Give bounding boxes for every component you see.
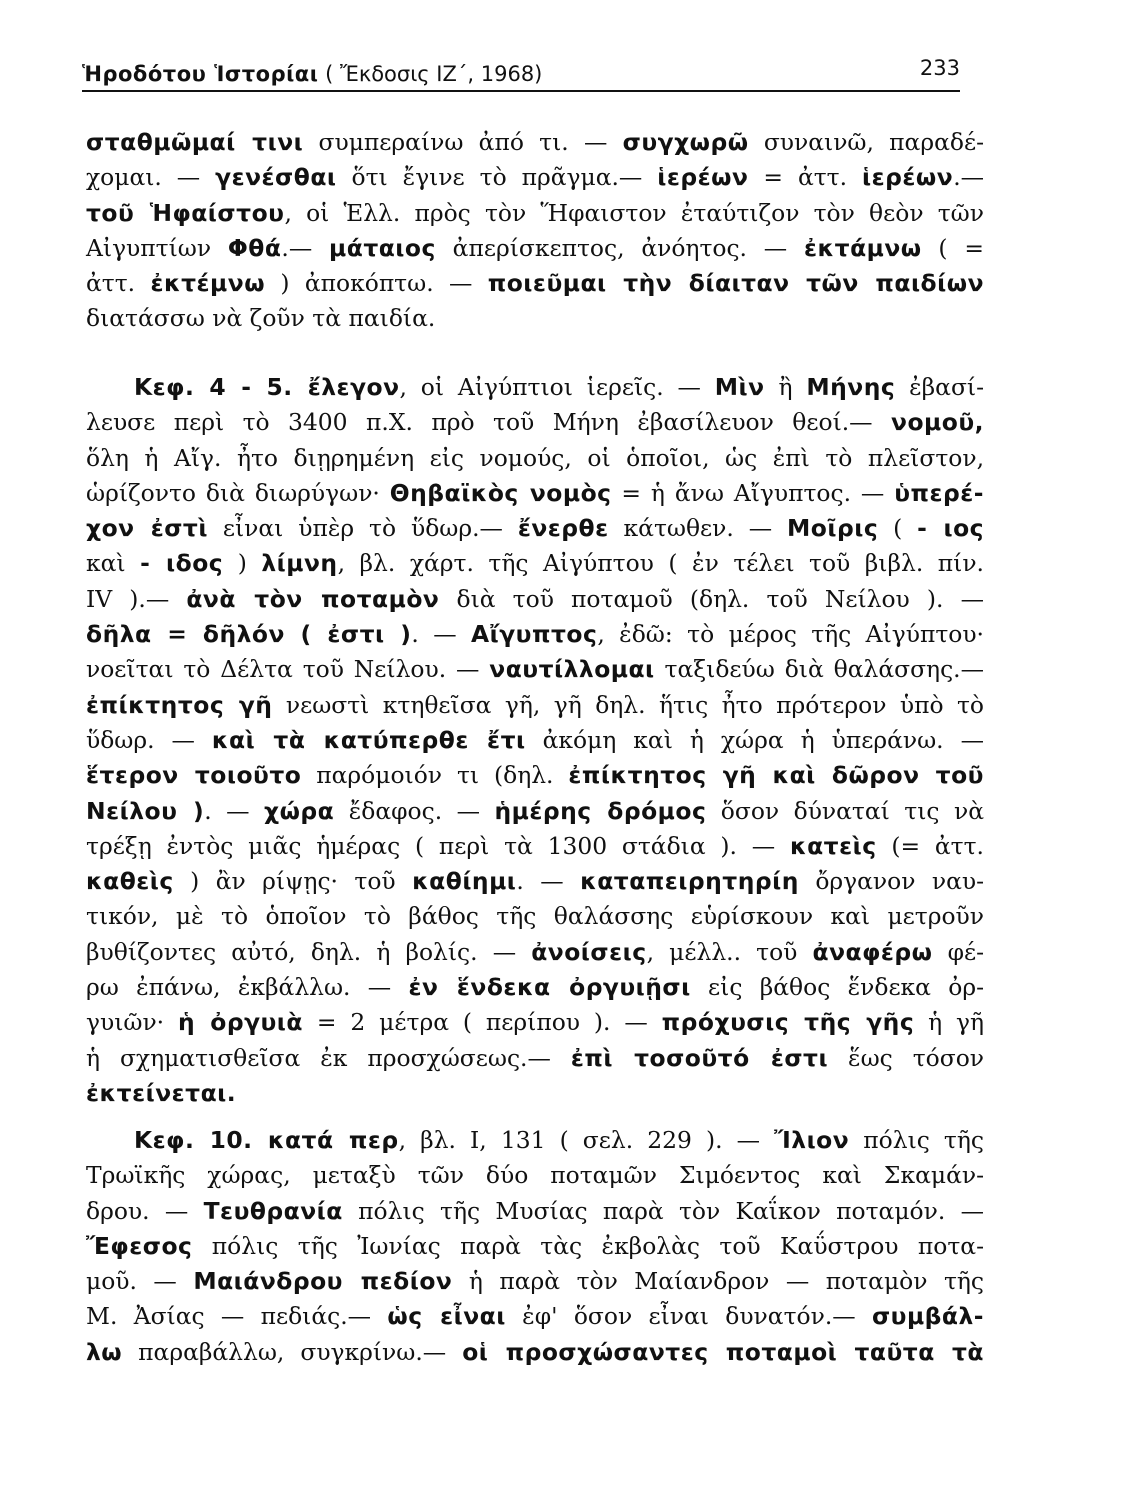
gloss-text: ἀττ. [86,269,151,298]
text-line [86,758,984,793]
text-line [86,370,984,405]
page-number: 233 [919,56,960,80]
gloss-text: ὕδωρ. — [86,725,212,754]
headword: ἡμέρης δρόμος [494,796,707,825]
text-line [86,266,984,301]
headword: ἀνοίσεις [531,937,647,966]
headword: κατεὶς [789,831,877,860]
gloss-text: γυιῶν· [86,1008,178,1037]
paragraph-1 [86,125,984,337]
text-line [86,160,984,195]
text-line [86,723,984,758]
headword: Ἔφεσος [86,1231,193,1260]
text-line [86,829,984,864]
headword: ἐκτάμνω [804,233,922,262]
headword: ὡς εἶναι [387,1302,506,1331]
gloss-text: εἶναι ὑπὲρ τὸ ὕδωρ.— [207,514,518,543]
gloss-text: , βλ. I, 131 ( σελ. 229 ). — [398,1126,775,1154]
headword: ἕτερον τοιοῦτο [86,761,302,790]
gloss-text: κάτωθεν. — [608,514,788,543]
text-line [86,617,984,652]
headword: καθίημι [412,867,517,896]
gloss-text: ( = [921,233,984,262]
gloss-text: δρου. — [86,1196,204,1225]
gloss-text: ) ἂν ρίψῃς· τοῦ [173,867,413,896]
headword: Μήνης [806,373,896,401]
gloss-text: = ἀττ. [748,163,863,192]
gloss-text: πόλις τῆς Ἰωνίας παρὰ τὰς ἐκβολὰς τοῦ Καΰστρου ποτα- [192,1231,984,1260]
gloss-text: παρόμοιόν τι (δηλ. [301,761,569,790]
text-line [86,1123,984,1158]
headword: δῆλα = δῆλόν ( ἐστι ) [86,620,412,649]
text-line [86,1264,984,1299]
headword: Μὶν [714,373,765,401]
headword: Μαιάνδρου πεδίον [193,1267,453,1296]
headword: οἱ προσχώσαντες ποταμοὶ ταῦτα τὰ [462,1337,984,1366]
gloss-text: τρέξῃ ἐντὸς μιᾶς ἡμέρας ( περὶ τὰ 1300 στάδια ). — [86,831,790,860]
gloss-text: ἡ παρὰ τὸν Μαίανδρον — ποταμὸν τῆς [452,1267,984,1296]
gloss-text: ρω ἐπάνω, ἐκβάλλω. — [86,973,409,1002]
gloss-text: ἕως τόσον [828,1043,985,1072]
headword: ναυτίλλομαι [489,655,655,684]
headword: ἔνερθε [517,514,609,543]
headword: ἐπίκτητος γῆ [86,690,273,719]
gloss-text: ἀπερίσκεπτος, ἀνόητος. — [435,233,805,262]
headword: ἡ ὀργυιὰ [178,1008,303,1037]
gloss-text: ἐφ' ὅσον εἶναι δυνατόν.— [505,1302,872,1331]
gloss-text: . — [516,867,581,896]
headword: ἐν ἕνδεκα ὀργυιῇσι [408,973,691,1002]
headword: Κεφ. 10. κατά περ [134,1126,399,1154]
gloss-text: νοεῖται τὸ Δέλτα τοῦ Νείλου. — [86,655,490,684]
headword: Κεφ. 4 - 5. ἔλεγον [134,373,400,401]
paragraph-2 [86,370,984,1111]
headword: ἐπὶ τοσοῦτό ἐστι [570,1043,829,1072]
headword: Φθά [227,233,282,262]
gloss-text: βυθίζοντες αὐτό, δηλ. ἡ βολίς. — [86,937,532,966]
gloss-text: Αἰγυπτίων [86,233,228,262]
text-line [86,476,984,511]
text-line [86,652,984,687]
text-line [86,196,984,231]
headword: λίμνη [261,549,338,578]
gloss-text: ὄργανον ναυ- [798,867,985,896]
gloss-text: πόλις τῆς Μυσίας παρὰ τὸν Καΐκον ποταμόν. — [342,1196,984,1225]
gloss-text: πόλις τῆς [849,1126,984,1154]
gloss-text: Τρωϊκῆς χώρας, μεταξὺ τῶν δύο ποταμῶν Σιμόεντος καὶ Σκαμάν- [86,1161,984,1190]
gloss-text: , μέλλ.. τοῦ [646,937,813,966]
gloss-text: ἢ [764,373,807,401]
text-line [86,231,984,266]
text-line [86,1041,984,1076]
text-line [86,405,984,440]
text-line [86,1076,984,1111]
text-line [86,1194,984,1229]
text-line [86,301,984,336]
gloss-text: ) [223,549,262,578]
headword: Νείλου ) [86,796,205,825]
gloss-text: . — [204,796,265,825]
text-line [86,511,984,546]
gloss-text: λευσε περὶ τὸ 3400 π.Χ. πρὸ τοῦ Μήνη ἐβασίλευον θεοί.— [86,408,892,437]
headword: λω [86,1337,123,1366]
gloss-text: . — [411,620,472,649]
gloss-text: ἀκόμη καὶ ἡ χώρα ἡ ὑπεράνω. — [525,725,984,754]
headword: χώρα [264,796,335,825]
gloss-text: διὰ τοῦ ποταμοῦ (δηλ. τοῦ Νείλου ). — [439,584,984,613]
header-title-rest: ( Ἔκδοσις ΙΖ΄, 1968) [318,62,543,86]
gloss-text: IV ).— [86,584,187,613]
headword: χον ἐστὶ [86,514,208,543]
text-line [86,688,984,723]
gloss-text: ( [878,514,918,543]
gloss-text: , οἱ Αἰγύπτιοι ἱερεῖς. — [399,373,715,401]
gloss-text: ὅτι ἔγινε τὸ πρᾶγμα.— [336,163,658,192]
headword: Ἴλιον [774,1126,850,1154]
headword: πρόχυσις τῆς γῆς [661,1008,915,1037]
gloss-text: ὡρίζοντο διὰ διωρύγων· [86,478,390,507]
gloss-text: συμπεραίνω ἀπό τι. — [303,128,623,156]
gloss-text: μοῦ. — [86,1267,194,1296]
text-line [86,1335,984,1370]
gloss-text: καὶ [86,549,141,578]
paragraph-3 [86,1123,984,1370]
header-title [82,62,542,86]
headword: καὶ τὰ κατύπερθε ἔτι [211,725,526,754]
gloss-text: φέ- [932,937,984,966]
headword: συμβάλ- [871,1302,985,1331]
headword: νομοῦ, [891,408,984,437]
gloss-text: ἐβασί- [895,373,984,401]
gloss-text: = ἡ ἄνω Αἴγυπτος. — [611,478,895,507]
headword: γενέσθαι [215,163,337,192]
gloss-text: , οἱ Ἑλλ. πρὸς τὸν Ἥφαιστον ἐταύτιζον τὸν θεὸν τῶν [284,198,984,227]
text-line [86,935,984,970]
text-line [86,899,984,934]
text-line [86,1005,984,1040]
headword: Θηβαϊκὸς νομὸς [389,478,612,507]
text-line [86,1229,984,1264]
headword: καταπειρητηρίη [580,867,799,896]
headword: ἐκτέμνω [150,269,266,298]
gloss-text: συναινῶ, παραδέ- [748,128,985,156]
headword: ἱερέων [862,163,954,192]
gloss-text: διατάσσω νὰ ζοῦν τὰ παιδία. [86,304,436,333]
headword: Τευθρανία [203,1196,343,1225]
gloss-text: , ἐδῶ: τὸ μέρος τῆς Αἰγύπτου· [597,620,984,649]
gloss-text: ἡ γῆ [914,1008,984,1037]
text-line [86,864,984,899]
text-line [86,582,984,617]
headword: ἐκτείνεται. [86,1078,237,1107]
gloss-text: , βλ. χάρτ. τῆς Αἰγύπτου ( ἐν τέλει τοῦ βιβλ. πίν. [337,549,984,578]
header-title-bold: Ἡροδότου Ἱστορίαι [82,62,319,86]
text-line [86,1299,984,1334]
headword: σταθμῶμαί τινι [86,128,304,156]
running-header [82,54,960,92]
headword: ποιεῦμαι τὴν δίαιταν τῶν παιδίων [487,269,985,298]
gloss-text: τικόν, μὲ τὸ ὁποῖον τὸ βάθος τῆς θαλάσσης εὑρίσκουν καὶ μετροῦν [86,902,984,931]
text-line [86,546,984,581]
headword: Αἴγυπτος [471,620,598,649]
headword: συγχωρῶ [622,128,749,156]
headword: - ιδος [140,549,224,578]
text-line [86,441,984,476]
gloss-text: ) ἀποκόπτω. — [265,269,488,298]
gloss-text: ταξιδεύω διὰ θαλάσσης.— [654,655,984,684]
headword: ἐπίκτητος γῆ καὶ δῶρον τοῦ [568,761,984,790]
text-line [86,970,984,1005]
headword: μάταιος [329,233,436,262]
gloss-text: ἡ σχηματισθεῖσα ἐκ προσχώσεως.— [86,1043,571,1072]
text-line [86,1158,984,1193]
headword: ἱερέων [657,163,749,192]
headword: ἀνὰ τὸν ποταμὸν [186,584,440,613]
gloss-text: .— [281,233,330,262]
gloss-text: παραβάλλω, συγκρίνω.— [122,1337,463,1366]
gloss-text: ἔδαφος. — [334,796,495,825]
headword: καθεὶς [86,867,174,896]
headword: - ιος [917,514,985,543]
text-line [86,125,984,160]
gloss-text: ὅλη ἡ Αἴγ. ἦτο διῃρημένη εἰς νομούς, οἱ ὁποῖοι, ὡς ἐπὶ τὸ πλεῖστον, [86,443,984,472]
gloss-text: νεωστὶ κτηθεῖσα γῆ, γῆ δηλ. ἥτις ἦτο πρότερον ὑπὸ τὸ [272,690,984,719]
gloss-text: ὅσον δύναταί τις νὰ [706,796,984,825]
gloss-text: εἰς βάθος ἕνδεκα ὀρ- [690,973,984,1002]
gloss-text: (= ἀττ. [876,831,984,860]
gloss-text: .— [953,163,985,192]
text-line [86,794,984,829]
headword: ἀναφέρω [812,937,933,966]
headword: τοῦ Ἡφαίστου [86,198,285,227]
headword: Μοῖρις [787,514,879,543]
headword: ὑπερέ- [894,478,984,507]
gloss-text: χομαι. — [86,163,216,192]
gloss-text: Μ. Ἀσίας — πεδιάς.— [86,1302,388,1331]
gloss-text: = 2 μέτρα ( περίπου ). — [303,1008,662,1037]
